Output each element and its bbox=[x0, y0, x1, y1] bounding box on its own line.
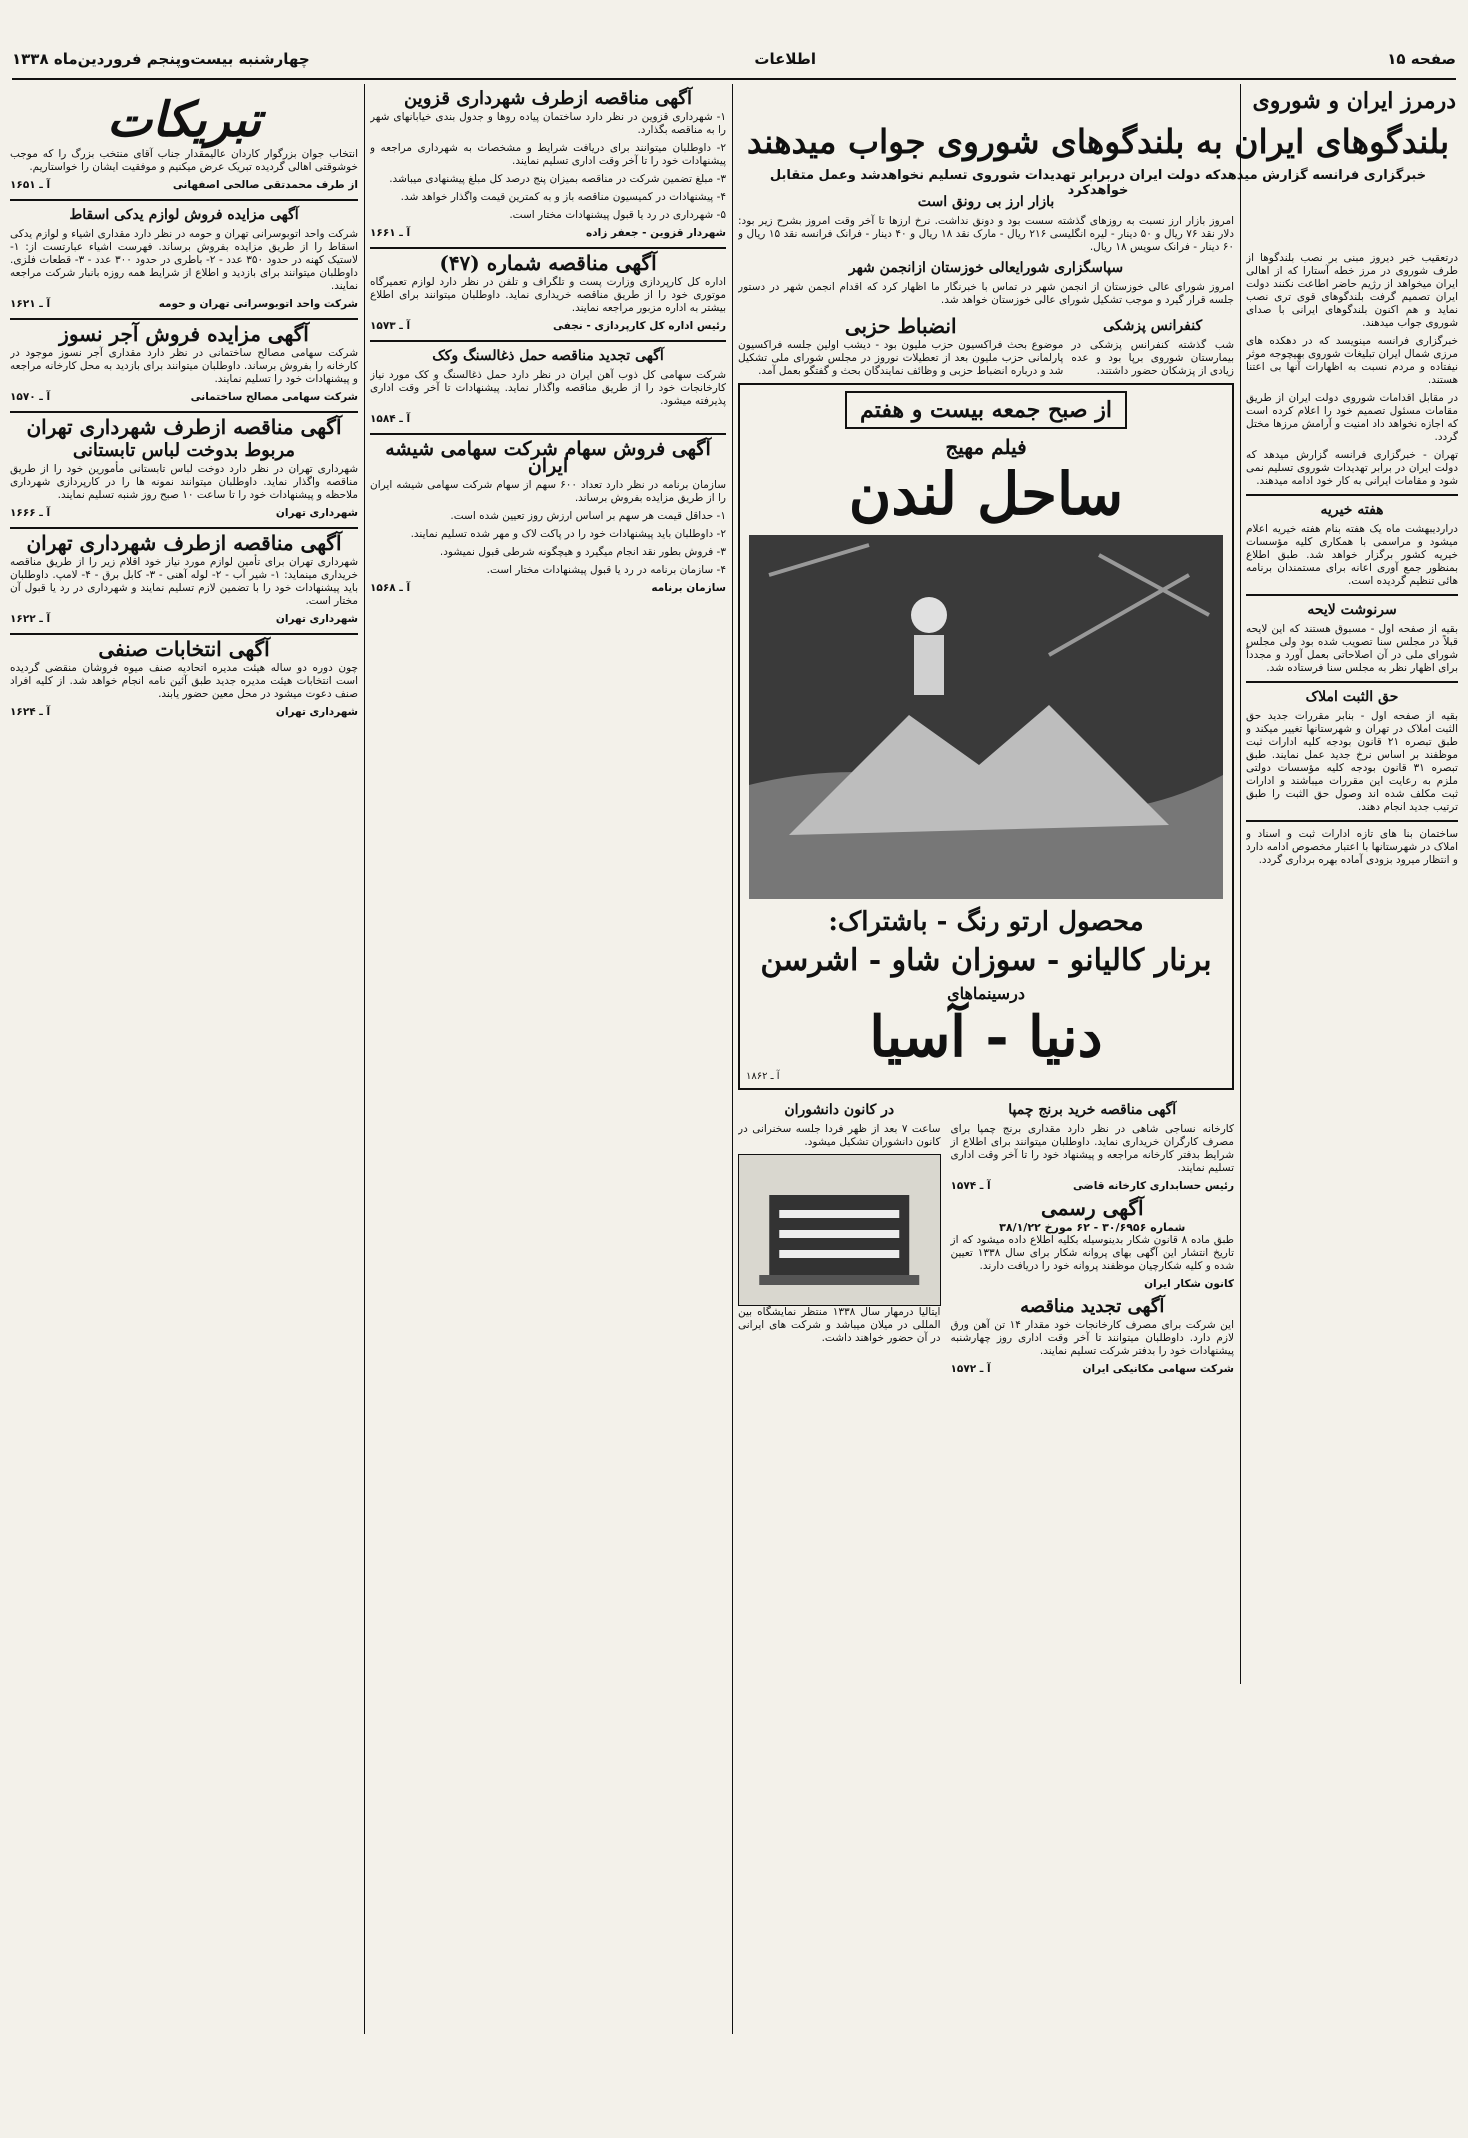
ad-text: ۳- فروش بطور نقد انجام میگیرد و هیچگونه شرطی قبول نمیشود. bbox=[439, 546, 726, 558]
ad-code: آ ـ ۱۵۷۴ bbox=[950, 1180, 991, 1192]
signature: رئیس اداره کل کارپردازی - نجفی bbox=[553, 320, 726, 332]
box-text: بقیه از صفحه اول - بنابر مقررات جدید حق الثبت املاک در تهران و شهرستانها تغییر میکند و طبق تبصره ۲۱ قانون بودجه کلیه ادارات ثبت موظفند بر اساس نرخ جدید عمل نمایند. طبق تبصره ۳۱ قانون بودجه کلیه مؤسسات دولتی ملزم به رعایت این مقررات میباشند و ادارات ثبت مکلف شده اند وصول حق الثبت را طبق ترتیب جدید انجام دهند. bbox=[1246, 710, 1458, 813]
box-text: موضوع بحث فراکسیون حزب ملیون بود - دیشب اولین جلسه فراکسیون پارلمانی حزب ملیون بعد از تعطیلات نوروز در مجلس شورای ملی تشکیل شد و درباره انضباط حزبی و وظائف نمایندگان بحث و گفتگو بعمل آمد. bbox=[738, 339, 1064, 377]
masthead bbox=[12, 50, 1456, 74]
article-paragraph: خبرگزاری فرانسه مینویسد که در دهکده های مرزی شمال ایران تبلیغات شوروی بهیچوجه موثر نیفتاده و مردم نسبت به اظهارات آنها بی اعتنا هستند. bbox=[1246, 335, 1458, 386]
ad-title: آگهی مناقصه ازطرف شهرداری قزوین bbox=[403, 88, 693, 109]
ad-title: آگهی مناقصه ازطرف شهرداری تهران bbox=[26, 415, 342, 439]
divider bbox=[10, 527, 358, 529]
divider bbox=[10, 633, 358, 635]
column-left bbox=[10, 84, 358, 2034]
box-title: هفته خیریه bbox=[1320, 502, 1384, 518]
building-illustration bbox=[739, 1155, 940, 1305]
ad-code: آ ـ ۱۵۷۲ bbox=[950, 1363, 991, 1375]
column-mid-left bbox=[370, 84, 726, 2034]
box-text: ساعت ۷ بعد از ظهر فردا جلسه سخنرانی در کانون دانشوران تشکیل میشود. bbox=[738, 1123, 941, 1148]
divider bbox=[1246, 494, 1458, 496]
film-still-image bbox=[749, 535, 1223, 899]
film-advertisement bbox=[738, 383, 1234, 1090]
ad-code: آ ـ ۱۸۶۲ bbox=[746, 1071, 780, 1082]
ad-text: ۴- پیشنهادات در کمیسیون مناقصه باز و به کمترین قیمت واگذار خواهد شد. bbox=[400, 191, 726, 203]
ad-code: آ ـ ۱۶۲۲ bbox=[10, 613, 51, 625]
box-title: انضباط حزبی bbox=[844, 314, 957, 338]
divider bbox=[10, 411, 358, 413]
box-title: بازار ارز بی رونق است bbox=[917, 194, 1055, 210]
paper-name: اطلاعات bbox=[754, 50, 816, 68]
box-title: کنفرانس پزشکی bbox=[1103, 318, 1203, 334]
film-still-illustration bbox=[749, 535, 1223, 899]
date-line: چهارشنبه بیست‌وپنجم فروردین‌ماه ۱۳۳۸ bbox=[12, 50, 310, 68]
ad-text: اداره کل کارپردازی وزارت پست و تلگراف و تلفن در نظر دارد لوازم تعمیرگاه موتوری خود را از طریق مناقصه خریداری نماید. داوطلبان میتوانند برای اطلاع بیشتر به اداره مزبور مراجعه نمایند. bbox=[370, 276, 726, 314]
ad-code: آ ـ ۱۶۶۶ bbox=[10, 507, 51, 519]
signature: شرکت سهامی مکانیکی ایران bbox=[1082, 1363, 1234, 1375]
ad-title: آگهی مزایده فروش لوازم یدکی اسقاط bbox=[69, 207, 299, 223]
ad-text: ۳- مبلغ تضمین شرکت در مناقصه بمیزان پنج درصد کل مبلغ پیشنهادی میباشد. bbox=[389, 173, 726, 185]
divider bbox=[10, 199, 358, 201]
column-rule bbox=[732, 84, 733, 2034]
ad-text: سازمان برنامه در نظر دارد تعداد ۶۰۰ سهم از سهام شرکت سهامی شیشه ایران را از طریق مزایده بفروش برساند. bbox=[370, 479, 726, 504]
signature: رئیس حسابداری کارخانه قاضی bbox=[1072, 1180, 1234, 1192]
divider bbox=[370, 433, 726, 435]
box-text: دراردیبهشت ماه یک هفته بنام هفته خیریه اعلام میشود و مراسمی با همکاری کلیه مؤسسات خیریه کشور برگزار خواهد شد. طبق اطلاع بمنظور جمع آوری اعانه برای مستمندان برنامه هائی تنظیم گردیده است. bbox=[1246, 523, 1458, 587]
ad-text: ۵- شهرداری در رد یا قبول پیشنهادات مختار است. bbox=[509, 209, 726, 221]
box-title: سرنوشت لایحه bbox=[1307, 602, 1397, 618]
ad-banner: از صبح جمعه بیست و هفتم bbox=[845, 391, 1127, 429]
column-right bbox=[1246, 84, 1458, 2034]
ad-text: ۱- شهرداری قزوین در نظر دارد ساختمان پیاده روها و جدول بندی خیابانهای شهر را به مناقصه بگذارد. bbox=[370, 111, 726, 136]
ad-text: شرکت سهامی مصالح ساختمانی در نظر دارد مقداری آجر نسوز موجود در کارخانه را بفروش برساند. داوطلبان میتوانند برای بازدید به محل کارخانه مراجعه و پیشنهادات خود را تسلیم نمایند. bbox=[10, 347, 358, 385]
ad-title: آگهی مناقصه شماره (۴۷) bbox=[439, 251, 657, 275]
ad-text: ۲- داوطلبان باید پیشنهادات خود را در پاکت لاک و مهر شده تسلیم نمایند. bbox=[410, 528, 726, 540]
ad-text: ۴- سازمان برنامه در رد یا قبول پیشنهادات مختار است. bbox=[486, 564, 726, 576]
article-paragraph: در مقابل اقدامات شوروی دولت ایران از طریق مقامات مسئول تصمیم خود را اعلام کرده است که اجازه نخواهد داد امنیت و آرامش مرزها مختل گردد. bbox=[1246, 392, 1458, 443]
ad-text: شهرداری تهران برای تأمین لوازم مورد نیاز خود اقلام زیر را از طریق مناقصه خریداری مینماید: ۱- شیر آب - ۲- لوله آهنی - ۳- کابل برق - ۴- لامپ. داوطلبان باید پیشنهادات خود را با تضمین لازم تسلیم نمایند و شهرداری در رد یا قبول آن مختار است. bbox=[10, 556, 358, 607]
ad-text: شهرداری تهران در نظر دارد دوخت لباس تابستانی مأمورین خود را از طریق مناقصه واگذار نماید. داوطلبان میتوانند نمونه ها را در کارپردازی شهرداری ملاحظه و پیشنهادات خود را تا ساعت ۱۰ صبح روز شنبه تسلیم نمایند. bbox=[10, 463, 358, 501]
page-number: صفحه ۱۵ bbox=[1387, 50, 1456, 68]
ad-line: محصول ارتو رنگ - باشتراک: bbox=[828, 907, 1144, 937]
box-text: این شرکت برای مصرف کارخانجات خود مقدار ۱۴ تن آهن ورق لازم دارد. داوطلبان میتوانند تا آخر وقت اداری روز چهارشنبه پیشنهادات خود را بدفتر شرکت تسلیم نمایند. bbox=[950, 1319, 1234, 1357]
box-text: ایتالیا درمهار سال ۱۳۳۸ منتظر نمایشگاه بین المللی در میلان میباشد و شرکت های ایرانی در آن حضور خواهند داشت. bbox=[738, 1306, 941, 1344]
ad-text: انتخاب جوان بزرگوار کاردان عالیمقدار جناب آقای منتخب بزرگ را که موجب خوشوقتی اهالی گردیده تبریک عرض میکنیم و موفقیت ایشان را خواستاریم. bbox=[10, 148, 358, 173]
box-title: حق الثبت املاک bbox=[1305, 689, 1399, 705]
signature: شهرداری تهران bbox=[275, 613, 358, 625]
ad-text: شرکت واحد اتوبوسرانی تهران و حومه در نظر دارد مقداری اشیاء و لوازم یدکی اسقاط را از طریق مزایده بفروش برساند. فهرست اشیاء عبارتست از: ۱- لاستیک کهنه در حدود ۳۵۰ عدد - ۲- باطری در حدود ۳۰۰ عدد - ۳- قطعات فلزی. داوطلبان میتوانند برای بازدید و اطلاع از شرایط همه روزه بانبار شرکت مراجعه نمایند. bbox=[10, 228, 358, 292]
ad-title: آگهی انتخابات صنفی bbox=[98, 637, 270, 661]
column-mid-right bbox=[738, 188, 1234, 2138]
ad-title: آگهی تجدید مناقصه حمل ذغالسنگ وکک bbox=[432, 348, 664, 364]
ad-code: آ ـ ۱۵۷۰ bbox=[10, 391, 51, 403]
ad-line: درسینماهای bbox=[947, 984, 1025, 1003]
exhibition-drawing bbox=[738, 1154, 941, 1306]
signature: شهرداری تهران bbox=[275, 706, 358, 718]
box-text: امروز بازار ارز نسبت به روزهای گذشته سست بود و دونق نداشت. نرخ ارزها تا آخر وقت امروز بشرح زیر بود: دلار نقد ۷۶ ریال و ۵۰ دینار - لیره انگلیسی ۲۱۶ ریال - مارک نقد ۱۸ ریال و ۴۰ دینار - فرانک فرانسه نقد ۱۵ ریال و ۶۰ دینار - فرانک سویس ۱۸ ریال. bbox=[738, 215, 1234, 253]
signature: شهردار قزوین - جعفر زاده bbox=[586, 227, 726, 239]
signature: شهرداری تهران bbox=[275, 507, 358, 519]
column-rule bbox=[1240, 84, 1241, 1684]
ad-text: چون دوره دو ساله هیئت مدیره اتحادیه صنف میوه فروشان منقضی گردیده است انتخابات هیئت مدیره جدید طبق آئین نامه انجام خواهد شد. از کلیه افراد صنف دعوت میشود در محل معین حضور یابند. bbox=[10, 662, 358, 700]
box-text: ساختمان بنا های تازه ادارات ثبت و اسناد و املاک در شهرستانها با اعتبار مخصوص ادامه دارد و انتظار میرود بزودی آماده بهره برداری گردد. bbox=[1246, 828, 1458, 866]
divider bbox=[370, 340, 726, 342]
kicker: درمرز ایران و شوروی bbox=[1252, 88, 1456, 114]
ad-code: آ ـ ۱۵۶۸ bbox=[370, 582, 411, 594]
column-rule bbox=[364, 84, 365, 2034]
ad-cast: برنار کالیانو - سوزان شاو - اشرسن bbox=[760, 943, 1212, 978]
box-text: شب گذشته کنفرانس پزشکی در بیمارستان شوروی برپا بود و عده زیادی از پزشکان حضور داشتند. bbox=[1071, 339, 1234, 377]
main-headline: بلندگوهای ایران به بلندگوهای شوروی جواب میدهند bbox=[746, 122, 1450, 161]
headline-deck: خبرگزاری فرانسه گزارش میدهدکه دولت ایران دربرابر تهدیدات شوروی تسلیم نخواهدشد وعمل متقابل خواهدکرد bbox=[769, 168, 1427, 198]
ad-title: ساحل لندن bbox=[848, 460, 1124, 528]
article-paragraph: درتعقیب خبر دیروز مبنی بر نصب بلندگوها از طرف شوروی در مرز خطه آستارا که از اهالی ایران میخواهد از رژیم حاضر اطاعت نکنند دولت ایران تصمیم گرفت بلندگوهای قوی تری نصب نماید و هم اکنون بلندگوهای ایرانی با صدای شوروی جواب میدهند. bbox=[1246, 252, 1458, 329]
box-title: آگهی تجدید مناقصه bbox=[1020, 1296, 1165, 1317]
signature: شرکت واحد اتوبوسرانی تهران و حومه bbox=[158, 298, 358, 310]
ad-code: آ ـ ۱۵۸۴ bbox=[370, 413, 411, 425]
ad-code: آ ـ ۱۵۷۳ bbox=[370, 320, 411, 332]
box-text: بقیه از صفحه اول - مسبوق هستند که این لایحه قبلاً در مجلس سنا تصویب شده بود ولی مجلس شورای ملی در آن اصلاحاتی بعمل آورد و مجدداً برای اظهار نظر به مجلس سنا فرستاده شد. bbox=[1246, 623, 1458, 674]
ad-cinemas: دنیا - آسیا bbox=[869, 1004, 1103, 1070]
divider bbox=[10, 318, 358, 320]
signature: از طرف محمدتقی صالحی اصفهانی bbox=[172, 179, 358, 191]
divider bbox=[1246, 681, 1458, 683]
official-number: شماره ۳۰/۶۹۵۶ - ۶۲ مورخ ۳۸/۱/۲۲ bbox=[999, 1221, 1186, 1234]
ad-code: آ ـ ۱۶۲۴ bbox=[10, 706, 51, 718]
ad-title: آگهی مناقصه ازطرف شهرداری تهران bbox=[26, 531, 342, 555]
headline-block bbox=[740, 88, 1456, 198]
box-title: آگهی رسمی bbox=[1040, 1196, 1144, 1220]
divider bbox=[1246, 594, 1458, 596]
signature: کانون شکار ایران bbox=[1144, 1278, 1234, 1290]
box-title: در کانون دانشوران bbox=[784, 1102, 895, 1118]
signature: سازمان برنامه bbox=[651, 582, 726, 594]
signature: شرکت سهامی مصالح ساختمانی bbox=[190, 391, 358, 403]
article-paragraph: تهران - خبرگزاری فرانسه گزارش میدهد که دولت ایران در برابر تهدیدات شوروی تسلیم نمی شود و مقامات ایرانی به کار خود ادامه میدهند. bbox=[1246, 449, 1458, 487]
ad-code: آ ـ ۱۶۲۱ bbox=[10, 298, 51, 310]
divider bbox=[370, 247, 726, 249]
ad-title: آگهی مزایده فروش آجر نسوز bbox=[59, 322, 309, 346]
ad-text: ۱- حداقل قیمت هر سهم بر اساس ارزش روز تعیین شده است. bbox=[450, 510, 726, 522]
ad-text: ۲- داوطلبان میتوانند برای دریافت شرایط و مشخصات به شهرداری مراجعه و پیشنهادات خود را تا آخر وقت اداری تسلیم نمایند. bbox=[370, 142, 726, 167]
box-title: سپاسگزاری شورایعالی خوزستان ازانجمن شهر bbox=[848, 260, 1124, 276]
masthead-rule bbox=[12, 78, 1456, 80]
box-text: امروز شورای عالی خوزستان از انجمن شهر در تماس با خبرنگار ما اظهار کرد که اقدام انجمن شهر در دستور جلسه قرار گیرد و موجب تشکیل شورای عالی خوزستان خواهد شد. bbox=[738, 281, 1234, 306]
box-title: آگهی مناقصه خرید برنج چمپا bbox=[1008, 1102, 1177, 1118]
ad-subtitle: مربوط بدوخت لباس تابستانی bbox=[72, 440, 296, 461]
box-text: کارخانه نساجی شاهی در نظر دارد مقداری برنج چمپا برای مصرف کارگران خریداری نماید. داوطلبان میتوانند برای اطلاع از شرایط بدفتر کارخانه مراجعه و پیشنهاد خود را تا آخر وقت اداری تسلیم نمایند. bbox=[950, 1123, 1234, 1174]
ad-code: آ ـ ۱۶۵۱ bbox=[10, 179, 51, 191]
ad-kicker: فیلم مهیج bbox=[945, 435, 1027, 459]
ad-code: آ ـ ۱۶۶۱ bbox=[370, 227, 411, 239]
congratulations-heading: تبریکات bbox=[106, 92, 261, 148]
divider bbox=[1246, 820, 1458, 822]
ad-text: شرکت سهامی کل ذوب آهن ایران در نظر دارد حمل ذغالسنگ و کک مورد نیاز کارخانجات خود را از طریق مناقصه واگذار نماید. پیشنهادات تا آخر وقت اداری پذیرفته میشود. bbox=[370, 369, 726, 407]
ad-title: آگهی فروش سهام شرکت سهامی شیشه ایران bbox=[385, 438, 711, 477]
box-text: طبق ماده ۸ قانون شکار بدینوسیله بکلیه اطلاع داده میشود که از تاریخ انتشار این آگهی بهای پروانه شکار برای سال ۱۳۳۸ تعیین شده و کلیه شکارچیان موظفند پروانه خود را دریافت دارند. bbox=[950, 1234, 1234, 1272]
